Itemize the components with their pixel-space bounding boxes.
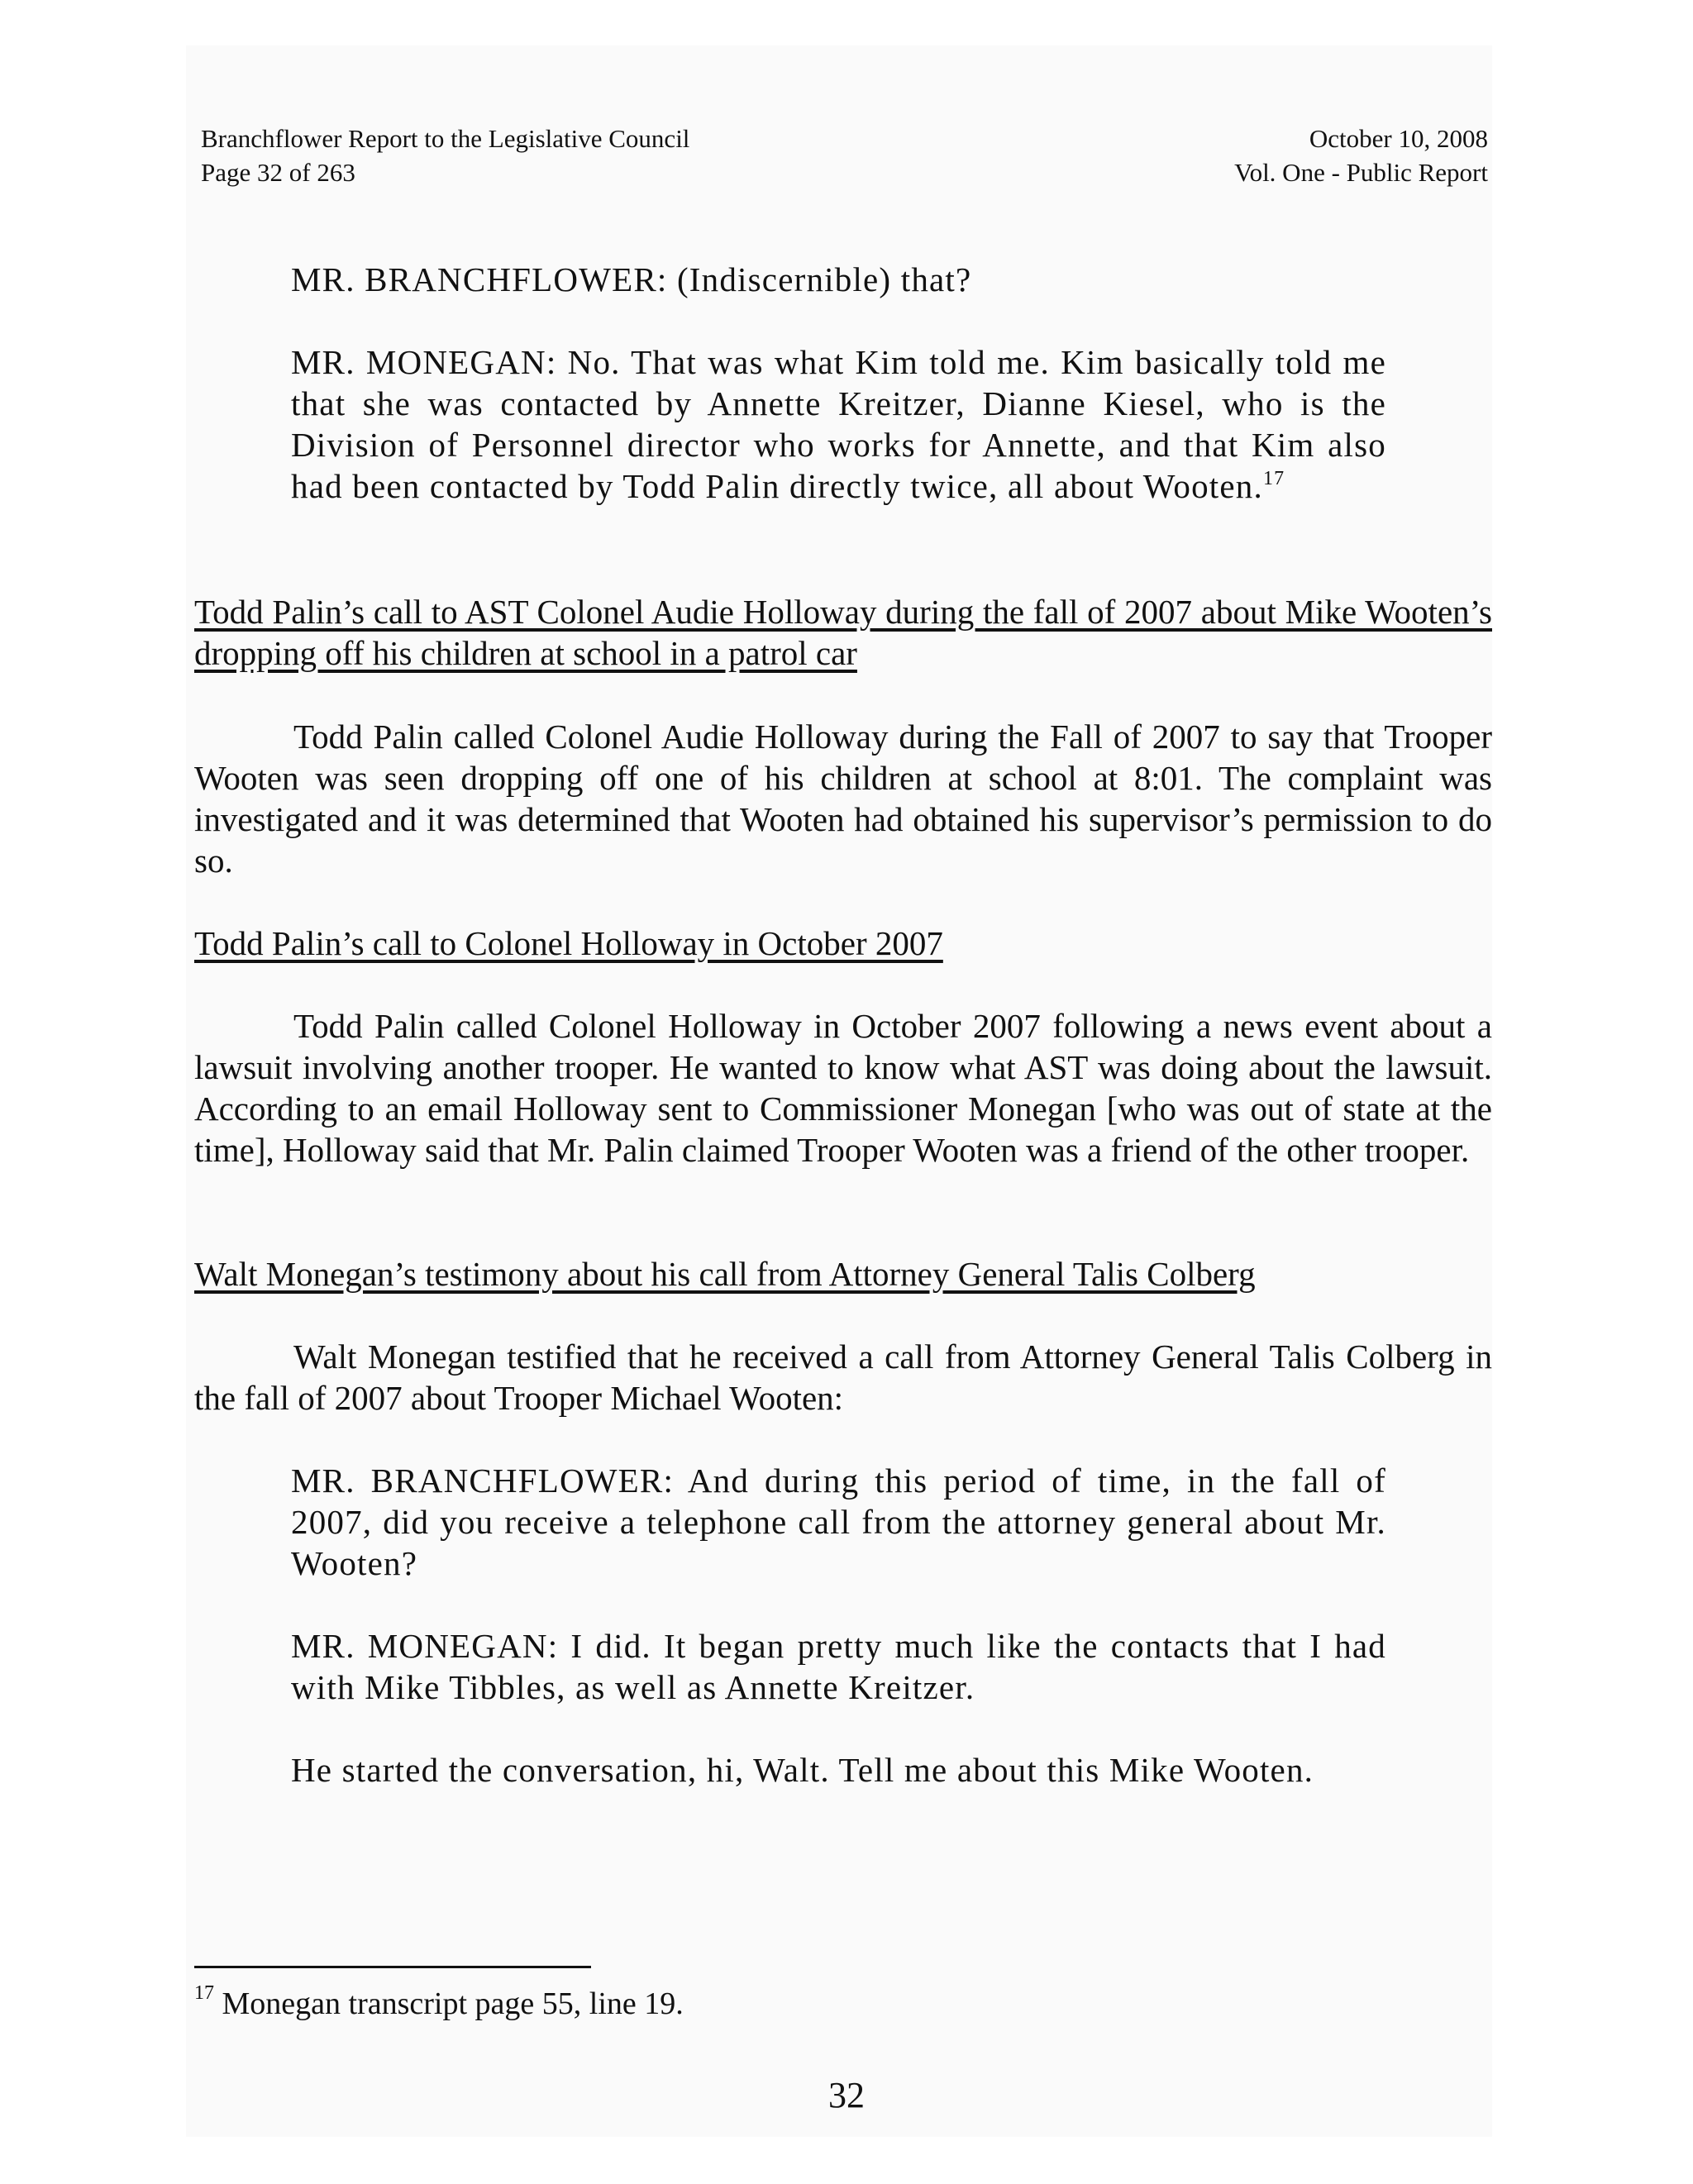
footnote-text: Monegan transcript page 55, line 19. <box>222 1986 684 2021</box>
testimony-quote-branchflower <box>291 259 1386 300</box>
paragraph-school-dropoff: Todd Palin called Colonel Audie Holloway during the Fall of 2007 to say that Trooper Wooten was seen dropping off one of his children at school at 8:01. The complaint was investigated and it was determined that Wooten had obtained his supervisor’s permission to do so. <box>194 718 1492 880</box>
footnote-divider <box>194 1966 591 1968</box>
report-title: Branchflower Report to the Legislative Council <box>201 124 690 153</box>
header-right <box>1234 122 1488 189</box>
footnote-number: 17 <box>194 1982 214 2004</box>
report-volume: Vol. One - Public Report <box>1234 158 1488 187</box>
section-heading-colberg-call: Walt Monegan’s testimony about his call from Attorney General Talis Colberg <box>194 1255 1256 1293</box>
page-count: Page 32 of 263 <box>201 158 355 187</box>
testimony-quote-monegan-3: He started the conversation, hi, Walt. Tell me about this Mike Wooten. <box>291 1751 1314 1789</box>
quote-text: MR. BRANCHFLOWER: (Indiscernible) that? <box>291 260 972 298</box>
testimony-quote-branchflower-2: MR. BRANCHFLOWER: And during this period of time, in the fall of 2007, did you receive a telephone call from the attorney general about Mr. Wooten? <box>291 1462 1386 1582</box>
testimony-quote-monegan-2: MR. MONEGAN: I did. It began pretty much like the contacts that I had with Mike Tibbles, as well as Annette Kreitzer. <box>291 1627 1386 1706</box>
section-heading-school-dropoff: Todd Palin’s call to AST Colonel Audie Holloway during the fall of 2007 about Mike Wooten’s dropping off his children at school in a patrol car <box>194 593 1492 672</box>
section-heading-october-call: Todd Palin’s call to Colonel Holloway in October 2007 <box>194 924 943 962</box>
footnote-reference[interactable]: 17 <box>1262 468 1285 489</box>
footnote <box>194 1984 684 2024</box>
report-date: October 10, 2008 <box>1309 124 1488 153</box>
page-number: 32 <box>828 2075 865 2115</box>
paragraph-colberg-call: Walt Monegan testified that he received a call from Attorney General Talis Colberg in the fall of 2007 about Trooper Michael Wooten: <box>194 1338 1492 1417</box>
header-left <box>201 122 689 189</box>
testimony-quote-monegan <box>291 341 1386 507</box>
quote-text: MR. MONEGAN: No. That was what Kim told me. Kim basically told me that she was contacted by Annette Kreitzer, Dianne Kiesel, who is the Division of Personnel director who works for Annette, and that Kim also had been contacted by Todd Palin directly twice, all about Wooten. <box>291 343 1386 505</box>
paragraph-october-call: Todd Palin called Colonel Holloway in October 2007 following a news event about a lawsuit involving another trooper. He wanted to know what AST was doing about the lawsuit. According to an email Holloway sent to Commissioner Monegan [who was out of state at the time], Holloway said that Mr. Palin claimed Trooper Wooten was a friend of the other trooper. <box>194 1007 1492 1169</box>
